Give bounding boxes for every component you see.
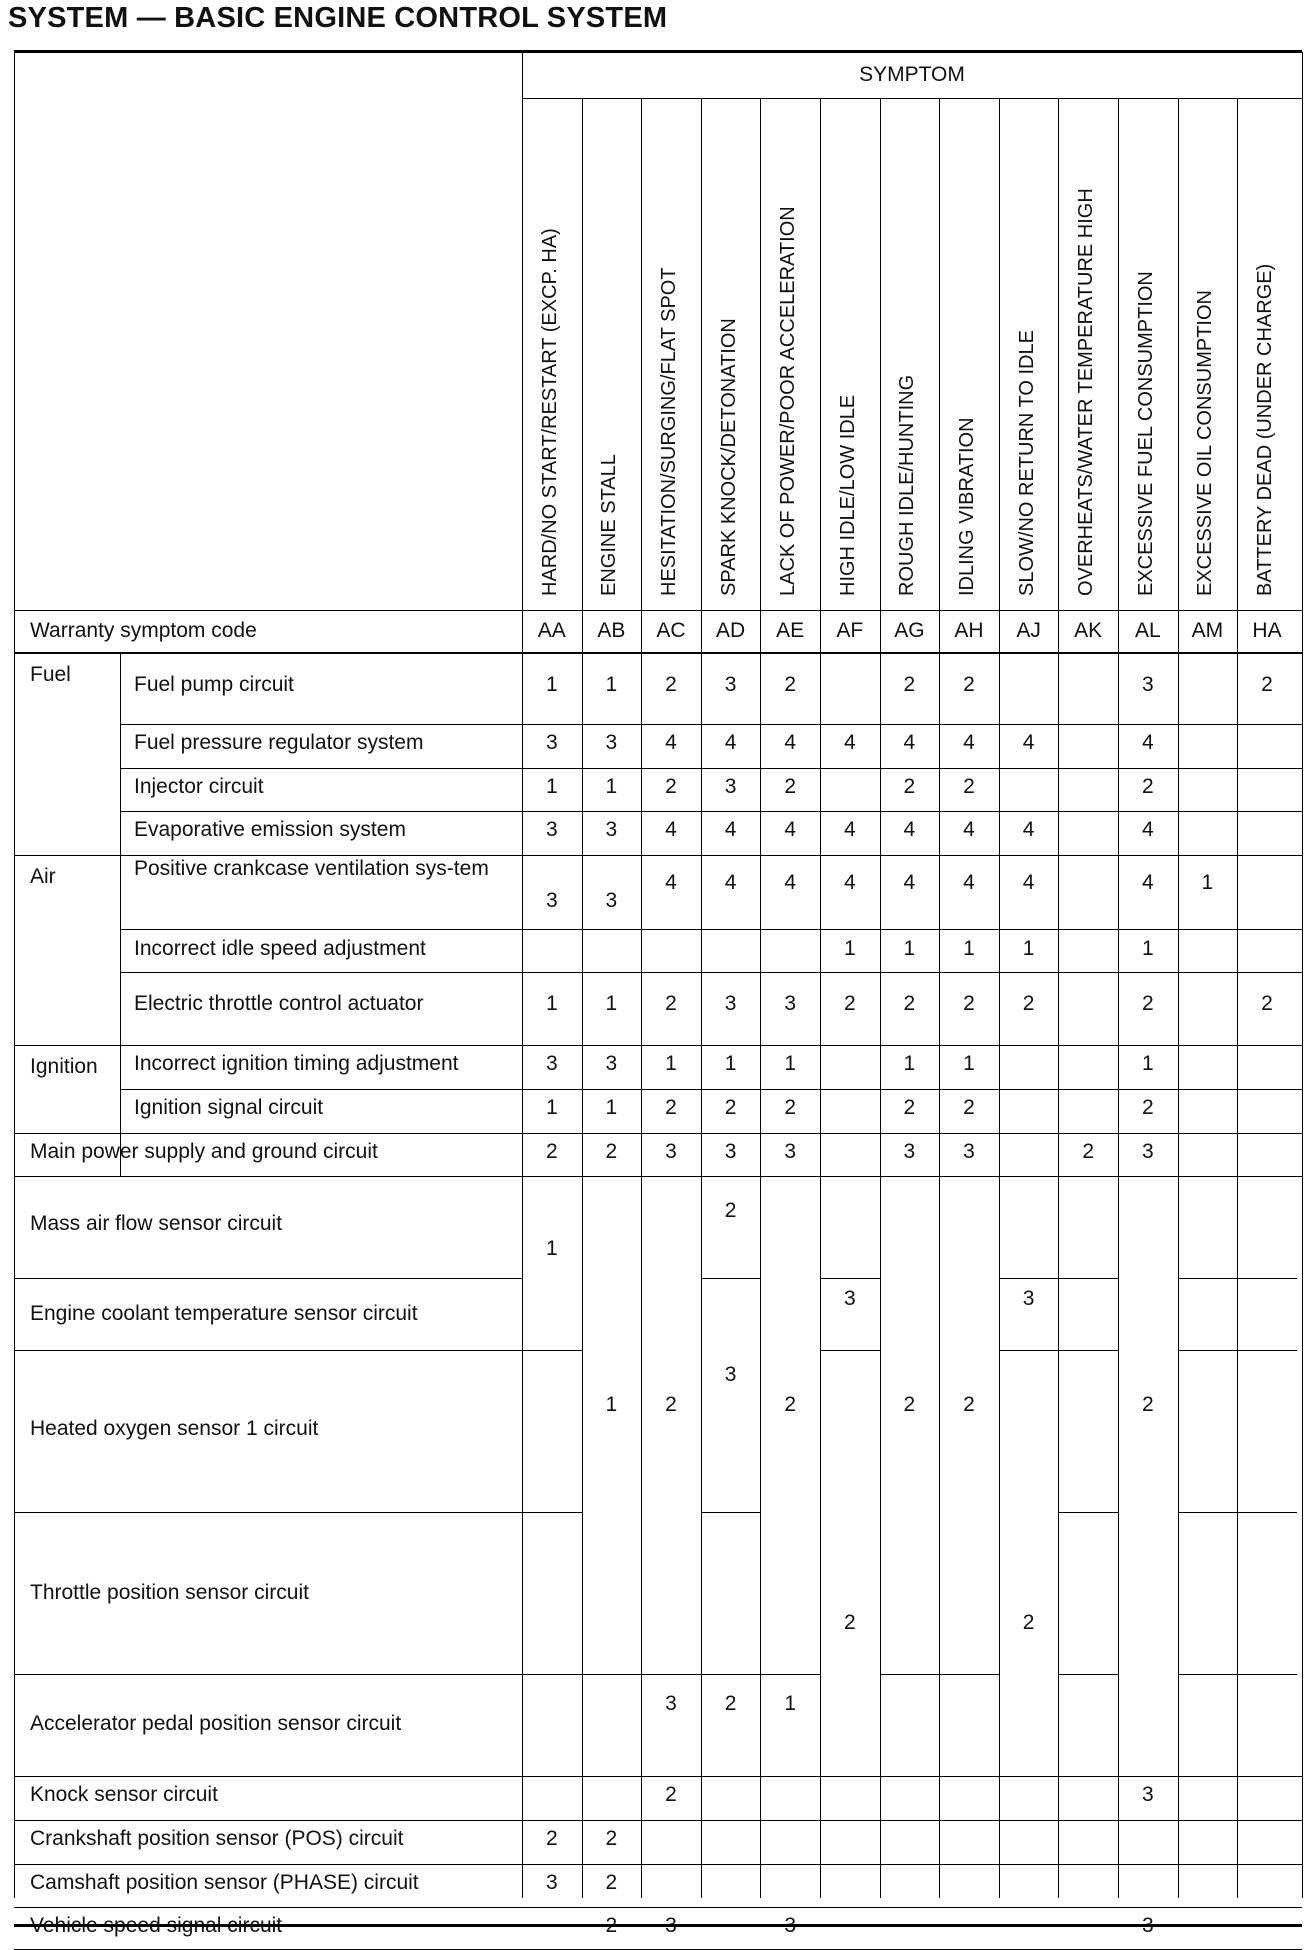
symptom-name: EXCESSIVE OIL CONSUMPTION (1194, 290, 1217, 596)
cell-value: 2 (903, 775, 916, 798)
cell-value: 2 (1141, 1393, 1154, 1416)
cell-value: 3 (545, 1052, 558, 1075)
cell-value: 2 (784, 1096, 797, 1119)
cell-divider (522, 1512, 582, 1513)
cell-divider (999, 1278, 1059, 1279)
symptom-col-divider (701, 98, 702, 652)
bottom-rule (14, 1924, 1302, 1927)
cell-value: 3 (665, 1914, 677, 1937)
symptom-header-rule (522, 98, 1302, 99)
cell-value: 4 (903, 731, 916, 754)
symptom-code: AF (836, 619, 864, 642)
cell-value: 4 (963, 818, 975, 841)
cell-divider (1178, 1278, 1238, 1279)
cell-value: 4 (1141, 818, 1154, 841)
cell-value: 3 (784, 992, 797, 1015)
row-label: Positive crankcase ventilation sys-tem (134, 857, 489, 880)
cell-divider (760, 1674, 820, 1675)
cell-value: 4 (1022, 731, 1035, 754)
symptom-col-divider (1058, 98, 1059, 652)
row-label: Evaporative emission system (134, 818, 406, 841)
cell-divider (820, 1350, 880, 1351)
row-divider (14, 1350, 522, 1351)
symptom-col-divider (760, 652, 761, 1898)
cell-value: 2 (545, 1827, 558, 1850)
cell-value: 2 (1141, 775, 1154, 798)
row-label: Accelerator pedal position sensor circuit (30, 1712, 402, 1735)
cell-value: 1 (724, 1052, 737, 1075)
header-divider (522, 52, 523, 652)
cell-value: 2 (665, 775, 677, 798)
symptom-code: AG (894, 619, 925, 642)
group-divider (120, 652, 121, 1176)
cell-value: 4 (963, 871, 975, 894)
row-divider (14, 1278, 522, 1279)
cell-value: 1 (545, 992, 558, 1015)
group-label-air: Air (30, 865, 56, 888)
cell-value: 4 (1022, 871, 1035, 894)
symptom-code: AC (656, 619, 686, 642)
cell-value: 3 (724, 992, 737, 1015)
cell-divider (641, 1674, 701, 1675)
symptom-col-divider (999, 98, 1000, 652)
cell-divider (1058, 1278, 1118, 1279)
cell-value: 2 (605, 1914, 618, 1937)
symptom-code: AM (1191, 619, 1224, 642)
cell-value: 4 (665, 871, 677, 894)
cell-value: 2 (1022, 1611, 1035, 1634)
cell-value: 3 (1141, 1783, 1154, 1806)
cell-value: 1 (545, 775, 558, 798)
cell-value: 1 (963, 1052, 975, 1075)
cell-value: 4 (843, 818, 856, 841)
row-divider (120, 929, 1302, 930)
cell-value: 4 (784, 731, 797, 754)
cell-value: 1 (605, 775, 618, 798)
cell-value: 2 (1141, 992, 1154, 1015)
cell-value: 2 (1141, 1096, 1154, 1119)
cell-divider (880, 1674, 940, 1675)
cell-value: 2 (605, 1140, 618, 1163)
cell-value: 3 (784, 1914, 797, 1937)
cell-value: 2 (843, 1611, 856, 1634)
symptom-code: AJ (1016, 619, 1041, 642)
cell-value: 1 (545, 1237, 558, 1260)
cell-value: 3 (784, 1140, 797, 1163)
cell-value: 2 (963, 1393, 975, 1416)
symptom-name: LACK OF POWER/POOR ACCELERATION (777, 206, 800, 596)
cell-value: 4 (784, 871, 797, 894)
cell-value: 1 (605, 1096, 618, 1119)
cell-value: 3 (665, 1140, 677, 1163)
symptom-col-divider (880, 652, 881, 1898)
cell-value: 2 (903, 673, 916, 696)
cell-value: 2 (1261, 992, 1273, 1015)
cell-value: 2 (724, 1199, 737, 1222)
symptom-name: SLOW/NO RETURN TO IDLE (1015, 330, 1038, 596)
cell-value: 1 (1141, 937, 1154, 960)
symptom-col-divider (880, 98, 881, 652)
cell-divider (939, 1674, 999, 1675)
row-label: Main power supply and ground circuit (30, 1140, 378, 1163)
page-title: SYSTEM — BASIC ENGINE CONTROL SYSTEM (8, 2, 668, 34)
cell-value: 2 (963, 673, 975, 696)
row-divider (120, 724, 1302, 725)
cell-value: 1 (843, 937, 856, 960)
cell-value: 2 (784, 1393, 797, 1416)
symptom-col-divider (939, 652, 940, 1898)
row-label: Heated oxygen sensor 1 circuit (30, 1417, 319, 1440)
symptom-name: IDLING VIBRATION (956, 417, 978, 596)
cell-divider (522, 1674, 582, 1675)
cell-value: 2 (784, 673, 797, 696)
symptom-col-divider (1237, 652, 1238, 1898)
cell-value: 2 (963, 1096, 975, 1119)
cell-value: 3 (724, 1140, 737, 1163)
cell-value: 2 (784, 775, 797, 798)
cell-divider (1058, 1512, 1118, 1513)
cell-value: 1 (545, 1096, 558, 1119)
cell-value: 2 (843, 992, 856, 1015)
row-divider (120, 1089, 1302, 1090)
cell-value: 3 (665, 1692, 677, 1715)
symptom-name: HESITATION/SURGING/FLAT SPOT (658, 267, 680, 596)
row-label: Injector circuit (134, 775, 264, 798)
cell-value: 4 (1141, 731, 1154, 754)
cell-value: 2 (724, 1692, 737, 1715)
row-divider (120, 811, 1302, 812)
cell-value: 1 (605, 992, 618, 1015)
symptom-col-divider (641, 98, 642, 652)
symptom-col-divider (582, 652, 583, 1898)
cell-divider (1178, 1350, 1238, 1351)
symptom-code: AL (1134, 619, 1161, 642)
cell-value: 4 (903, 871, 916, 894)
row-label: Electric throttle control actuator (134, 992, 424, 1015)
cell-value: 1 (605, 1393, 618, 1416)
cell-value: 3 (1141, 1914, 1154, 1937)
row-divider (14, 1133, 1302, 1134)
row-label: Incorrect idle speed adjustment (134, 937, 426, 960)
cell-value: 4 (1141, 871, 1154, 894)
symptom-code: AE (776, 619, 805, 642)
row-label: Ignition signal circuit (134, 1096, 324, 1119)
symptom-code: AH (954, 619, 984, 642)
cell-value: 2 (605, 1871, 618, 1894)
cell-value: 3 (605, 731, 618, 754)
cell-value: 2 (1082, 1140, 1095, 1163)
cell-value: 1 (605, 673, 618, 696)
symptom-col-divider (1118, 652, 1119, 1898)
cell-value: 3 (545, 889, 558, 912)
symptom-code: AB (597, 619, 626, 642)
symptom-col-divider (1118, 98, 1119, 652)
cell-value: 3 (903, 1140, 916, 1163)
symptom-col-divider (582, 98, 583, 652)
warranty-label: Warranty symptom code (30, 619, 257, 642)
cell-value: 4 (843, 871, 856, 894)
cell-divider (701, 1278, 761, 1279)
body-top-rule (14, 652, 1302, 654)
symptom-col-divider (999, 652, 1000, 1898)
symptom-name: ROUGH IDLE/HUNTING (896, 374, 919, 596)
row-label: Throttle position sensor circuit (30, 1581, 309, 1604)
cell-value: 3 (605, 818, 618, 841)
symptom-col-divider (1178, 98, 1179, 652)
cell-divider (582, 1674, 642, 1675)
row-label: Incorrect ignition timing adjustment (134, 1052, 459, 1075)
symptom-name: HARD/NO START/RESTART (EXCP. HA) (538, 228, 561, 596)
cell-divider (1178, 1674, 1238, 1675)
cell-divider (1237, 1350, 1297, 1351)
symptom-col-divider (1237, 98, 1238, 652)
cell-value: 2 (903, 992, 916, 1015)
cell-value: 2 (665, 1096, 677, 1119)
symptom-name: ENGINE STALL (598, 454, 621, 596)
symptom-col-divider (641, 652, 642, 1898)
cell-value: 3 (1141, 1140, 1154, 1163)
cell-value: 2 (545, 1140, 558, 1163)
cell-value: 4 (1022, 818, 1035, 841)
cell-divider (1058, 1674, 1118, 1675)
cell-divider (1237, 1512, 1297, 1513)
cell-value: 1 (963, 937, 975, 960)
row-divider (14, 1820, 1302, 1821)
symptom-col-divider (1058, 652, 1059, 1898)
cell-value: 2 (963, 992, 975, 1015)
cell-value: 1 (903, 1052, 916, 1075)
cell-value: 2 (665, 1393, 677, 1416)
symptom-name: HIGH IDLE/LOW IDLE (836, 394, 859, 596)
cell-value: 2 (963, 775, 975, 798)
cell-divider (999, 1350, 1059, 1351)
row-divider (14, 1045, 1302, 1046)
cell-value: 1 (1141, 1052, 1154, 1075)
cell-value: 4 (724, 871, 737, 894)
row-label: Engine coolant temperature sensor circuit (30, 1302, 418, 1325)
cell-value: 4 (724, 731, 737, 754)
table-left-edge (14, 52, 15, 1898)
symptom-code: AA (537, 619, 566, 642)
cell-divider (1178, 1512, 1238, 1513)
row-divider (14, 1776, 1302, 1777)
row-label: Fuel pump circuit (134, 673, 294, 696)
cell-value: 2 (665, 992, 677, 1015)
symptom-name: OVERHEATS/WATER TEMPERATURE HIGH (1075, 188, 1098, 596)
cell-divider (1237, 1278, 1297, 1279)
row-label: Vehicle speed signal circuit (30, 1914, 283, 1937)
group-label-ignition: Ignition (30, 1055, 98, 1078)
cell-value: 4 (784, 818, 797, 841)
cell-value: 1 (1022, 937, 1035, 960)
cell-value: 1 (545, 673, 558, 696)
cell-value: 4 (665, 731, 677, 754)
cell-value: 2 (605, 1827, 618, 1850)
row-label: Fuel pressure regulator system (134, 731, 424, 754)
cell-value: 2 (724, 1096, 737, 1119)
cell-value: 1 (784, 1692, 797, 1715)
cell-value: 1 (665, 1052, 677, 1075)
cell-divider (1058, 1350, 1118, 1351)
row-divider (14, 1674, 522, 1675)
symptom-name: SPARK KNOCK/DETONATION (717, 318, 740, 596)
cell-value: 3 (1141, 673, 1154, 696)
cell-value: 3 (724, 673, 737, 696)
symptom-code: AK (1074, 619, 1103, 642)
cell-value: 2 (665, 1783, 677, 1806)
symptom-col-divider (701, 652, 702, 1898)
cell-value: 4 (724, 818, 737, 841)
cell-value: 2 (903, 1393, 916, 1416)
cell-value: 4 (665, 818, 677, 841)
cell-value: 3 (545, 818, 558, 841)
symptom-name: BATTERY DEAD (UNDER CHARGE) (1254, 263, 1276, 596)
cell-value: 3 (724, 1363, 737, 1386)
cell-value: 2 (903, 1096, 916, 1119)
warranty-row-top (14, 610, 1302, 611)
cell-value: 1 (903, 937, 916, 960)
symptom-col-divider (1178, 652, 1179, 1898)
row-divider (120, 972, 1302, 973)
cell-value: 4 (963, 731, 975, 754)
cell-divider (522, 1350, 582, 1351)
cell-value: 2 (665, 673, 677, 696)
cell-divider (701, 1512, 761, 1513)
cell-value: 3 (1022, 1287, 1035, 1310)
row-divider (120, 768, 1302, 769)
symptom-name: EXCESSIVE FUEL CONSUMPTION (1134, 271, 1157, 596)
row-label: Camshaft position sensor (PHASE) circuit (30, 1871, 419, 1894)
cell-value: 3 (963, 1140, 975, 1163)
cell-divider (1237, 1674, 1297, 1675)
row-divider (14, 1176, 1302, 1177)
row-divider (14, 1864, 1302, 1865)
table-right-edge (1302, 52, 1303, 1898)
cell-value: 1 (784, 1052, 797, 1075)
symptom-col-divider (760, 98, 761, 652)
cell-divider (701, 1674, 761, 1675)
symptom-code: AD (716, 619, 746, 642)
cell-value: 4 (903, 818, 916, 841)
symptom-header: SYMPTOM (859, 63, 965, 86)
cell-value: 2 (1261, 673, 1273, 696)
cell-value: 3 (545, 1871, 558, 1894)
row-divider (14, 1512, 522, 1513)
symptom-col-divider (820, 98, 821, 652)
symptom-area-left (522, 652, 523, 1898)
cell-value: 3 (843, 1287, 856, 1310)
row-label: Mass air flow sensor circuit (30, 1212, 283, 1235)
cell-divider (820, 1278, 880, 1279)
cell-value: 4 (843, 731, 856, 754)
row-label: Crankshaft position sensor (POS) circuit (30, 1827, 404, 1850)
cell-value: 3 (605, 889, 618, 912)
cell-value: 2 (1022, 992, 1035, 1015)
symptom-col-divider (939, 98, 940, 652)
cell-value: 1 (1201, 871, 1214, 894)
group-label-fuel: Fuel (30, 663, 71, 686)
row-label: Knock sensor circuit (30, 1783, 218, 1806)
cell-value: 3 (724, 775, 737, 798)
symptom-code: HA (1252, 619, 1282, 642)
symptom-col-divider (820, 652, 821, 1898)
cell-value: 3 (605, 1052, 618, 1075)
cell-value: 3 (545, 731, 558, 754)
row-divider (14, 1907, 1302, 1908)
